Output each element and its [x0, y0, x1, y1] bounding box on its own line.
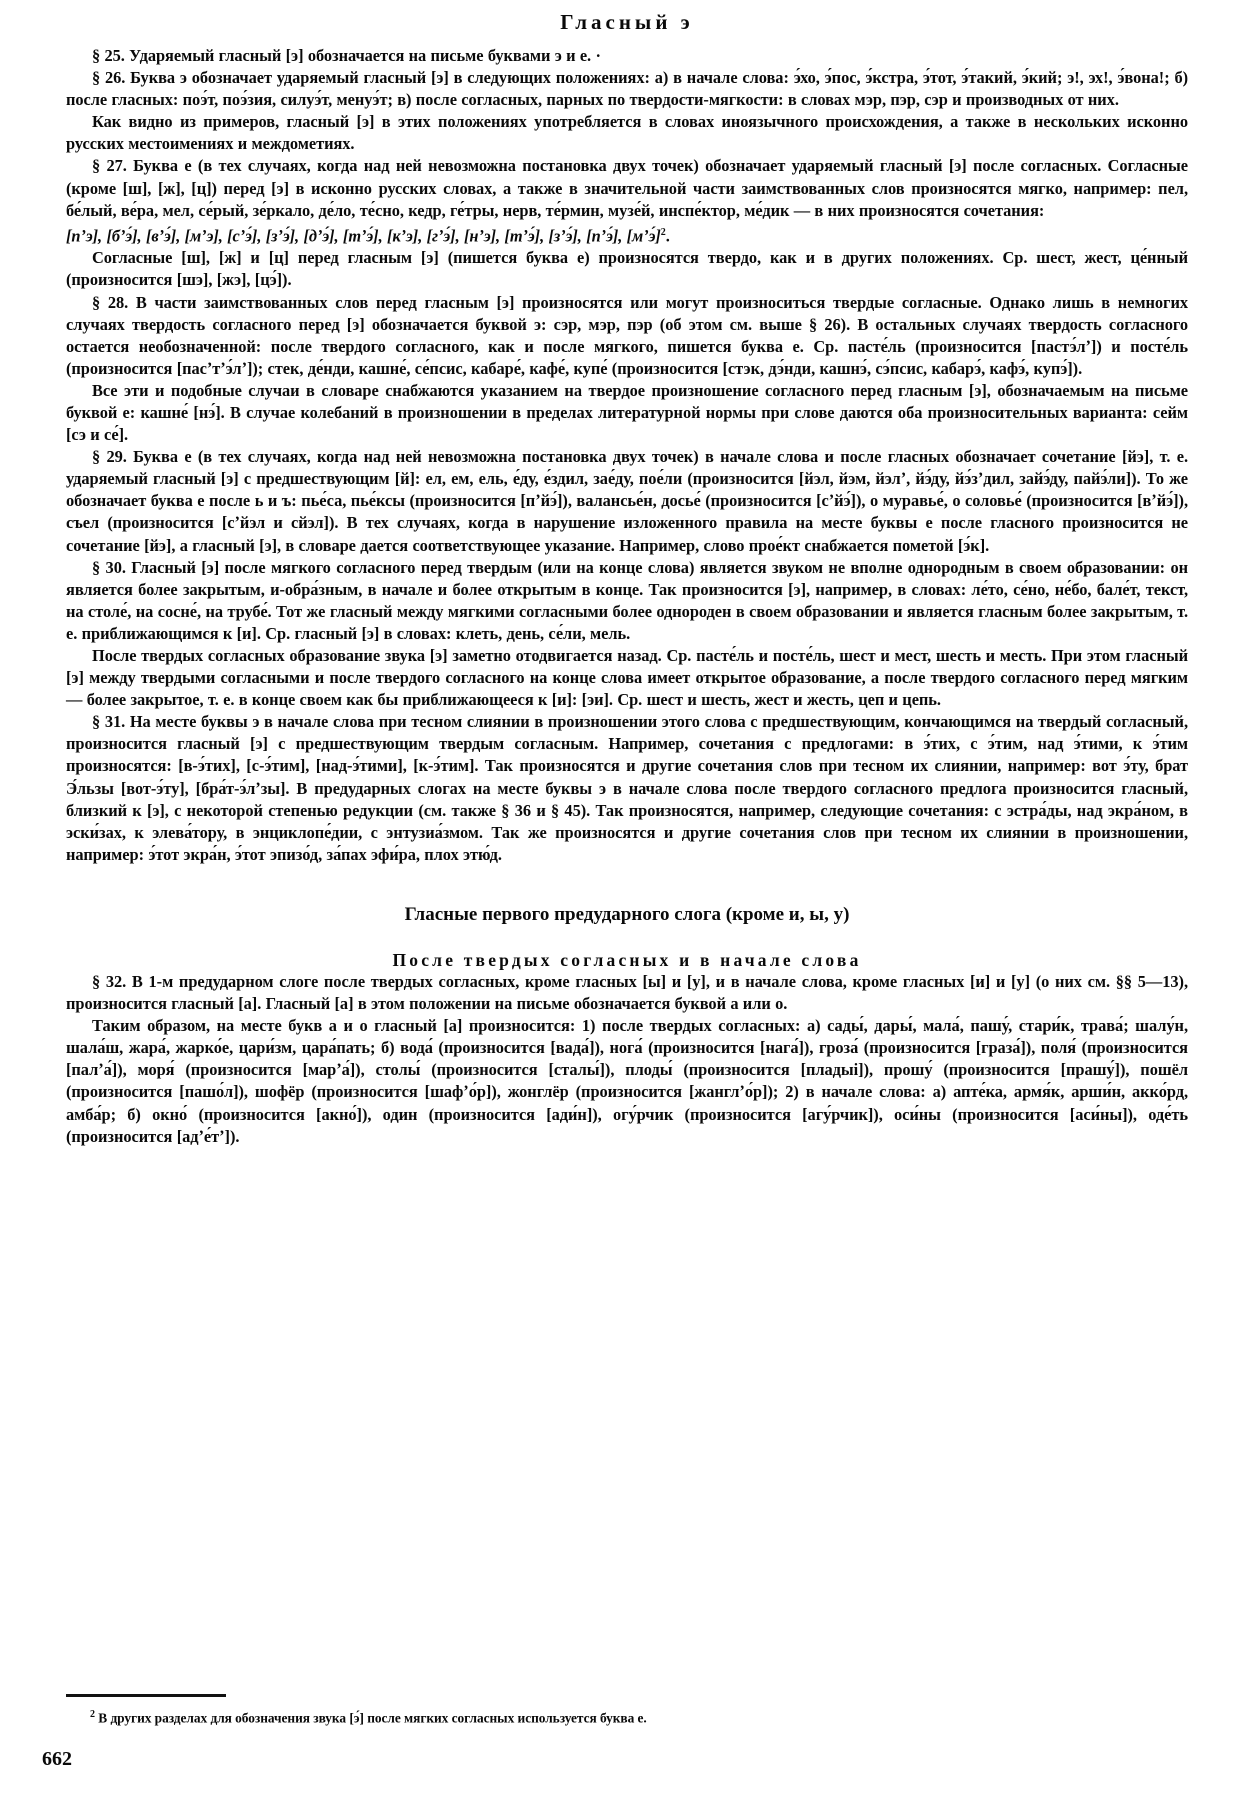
paragraph-25: § 25. Ударяемый гласный [э] обозначается на письме буквами э и е. ·: [92, 46, 601, 65]
paragraph-29: § 29. Буква е (в тех случаях, когда над ней невозможна постановка двух точек) в начале слова и после гласных обозначает сочетание [йэ], т. е. ударяемый гласный [э] с предшествующим [й]: ел, ем, ель, е́ду, е́здил, зае́ду, пое́ли (произносится [йэл, йэм, йэлʼ, йэ́ду, йэ́зʼдил, зайэ́ду, пайэ́ли]). То же обозначает буква е после ь и ъ: пье́са, пье́ксы (произносится [пʼйэ́]), валансье́н, досье́ (произносится [сʼйэ́]), о муравье́, о соловье́ (произносится [вʼйэ́]), съел (произносится [сʼйэл и сйэл]). В тех случаях, когда в нарушение изложенного правила на месте буквы е после гласного произносится не сочетание [йэ], а гласный [э], в словаре дается соответствующее указание. Например, слово прое́кт снабжается пометой [э́к].: [66, 447, 1188, 555]
subsection-heading: Гласные первого предударного слога (кроме и, ы, у): [404, 903, 850, 925]
footnote-rule: [66, 1694, 226, 1697]
footnote-marker-2: 2: [660, 226, 666, 238]
paragraph-27a: § 27. Буква е (в тех случаях, когда над ней невозможна постановка двух точек) обозначает ударяемый гласный [э] после согласных. Согласные (кроме [ш], [ж], [ц]) перед [э] в исконно русских словах, а также в значительной части заимствованных слов произносятся мягко, например: пел, бе́лый, ве́ра, мел, се́рый, зе́ркало, де́ло, те́сно, кедр, ге́тры, нерв, те́рмин, музе́й, инспе́ктор, ме́дик — в них произносятся сочетания:: [66, 156, 1188, 220]
paragraph-27b: Согласные [ш], [ж] и [ц] перед гласным [э] (пишется буква е) произносятся твердо, как и в других положениях. Ср. шест, жест, це́нный (произносится [шэ], [жэ], [цэ́]).: [66, 248, 1188, 290]
page-title: Гласный э: [560, 10, 694, 34]
transcription-list: [пʼэ], [бʼэ́], [вʼэ́], [мʼэ], [сʼэ́], [зʼэ́], [дʼэ́], [тʼэ́], [кʼэ], [гʼэ́], [нʼэ], [тʼэ́], [зʼэ́], [пʼэ́], [мʼэ́]: [66, 226, 661, 246]
page-number: 662: [42, 1748, 72, 1770]
paragraph-32b: Таким образом, на месте букв а и о гласный [а] произносится: 1) после твердых согласных: а) сады́, дары́, мала́, пашу́, стари́к, трава́; шалу́н, шала́ш, жара́, жарко́е, цари́зм, цара́пать; б) вода́ (произносится [вада́]), нога́ (произносится [нага́]), гроза́ (произносится [граза́]), поля́ (произносится [палʼа́]), моря́ (произносится [марʼа́]), столы́ (произносится [сталы́]), плоды́ (произносится [пладыі]), прошу́ (произносится [прашу́]), пошёл (произносится [пашо́л]), шофёр (произносится [шафʼо́р]), жонглёр (произносится [жанглʼо́р]); 2) в начале слова: а) апте́ка, армя́к, арши́н, акко́рд, амба́р; б) окно́ (произносится [акно́]), один (произносится [ади́н]), огу́рчик (произносится [агу́рчик]), оси́ны (произносится [аси́ны]), оде́ть (произносится [адʼе́тʼ]).: [66, 1016, 1188, 1146]
subsection-subheading: После твердых согласных и в начале слова: [392, 949, 862, 970]
page-content: [66, 10, 1188, 1148]
paragraph-26: § 26. Буква э обозначает ударяемый гласный [э] в следующих положениях: а) в начале слова: э́хо, э́пос, э́кстра, э́тот, э́такий, э́кий; э!, эх!, э́вона!; б) после гласных: поэ́т, поэ́зия, силуэ́т, менуэ́т; в) после согласных, парных по твердости-мягкости: в словах мэр, пэр, сэр и производных от них.: [66, 68, 1188, 110]
paragraph-31: § 31. На месте буквы э в начале слова при тесном слиянии в произношении этого слова с предшествующим, кончающимся на твердый согласный, произносится гласный [э] с предшествующим твердым согласным. Например, сочетания с предлогами: в э́тих, с э́тим, над э́тими, к э́тим произносятся: [в-э́тих], [с-э́тим], [над-э́тими], [к-э́тим]. Так произносятся и другие сочетания слов при тесном их слиянии, например: вот э́ту, брат Э́льзы [вот-э́ту], [бра́т-э́лʼзы]. В предударных слогах на месте буквы э в начале слова после твердого согласного предлога произносится гласный, близкий к [э], с некоторой степенью редукции (см. также § 36 и § 45). Так произносятся, например, следующие сочетания: с эстра́ды, над экра́ном, в эски́зах, к элева́тору, в энциклопе́дии, с энтузиа́змом. Так же произносятся и другие сочетания слов при тесном их слиянии в произношении, например: э́тот экра́н, э́тот эпизо́д, за́пах эфи́ра, плох этю́д.: [66, 712, 1188, 864]
paragraph-30b: После твердых согласных образование звука [э] заметно отодвигается назад. Ср. пасте́ль и посте́ль, шест и мест, шесть и месть. При этом гласный [э] между твердыми согласными и после твердого согласного на конце слова имеет открытое образование, а после твердого согласного перед мягким — более закрытое, т. е. в конце своем как бы приближающееся к [и]: [эи]. Ср. шест и шесть, жест и жесть, цеп и цепь.: [66, 646, 1188, 710]
paragraph-32: § 32. В 1-м предударном слоге после твердых согласных, кроме гласных [ы] и [у], и в начале слова, кроме гласных [и] и [у] (о них см. §§ 5—13), произносится гласный [а]. Гласный [а] в этом положении на письме обозначается буквой а или о.: [66, 971, 1188, 1014]
paragraph-26b: Как видно из примеров, гласный [э] в этих положениях употребляется в словах иноязычного происхождения, а также в нескольких исконно русских местоимениях и междометиях.: [66, 112, 1188, 154]
paragraph-28: § 28. В части заимствованных слов перед гласным [э] произносятся или могут произноситься твердые согласные. Однако лишь в немногих случаях твердость согласного перед [э] обозначается буквой э: сэр, мэр, пэр (об этом см. выше § 26). В остальных случаях твердость согласного остается необозначенной: после твердого согласного, как и после мягкого, пишется буква е. Ср. пасте́ль (произносится [пастэ́лʼ]) и посте́ль (произносится [пасʼтʼэ́лʼ]); стек, де́нди, кашне́, се́псис, кабаре́, кафе́, купе́ (произносится [стэк, дэ́нди, кашнэ́, сэ́псис, кабарэ́, кафэ́, купэ́]).: [66, 292, 1188, 378]
paragraph-30: § 30. Гласный [э] после мягкого согласного перед твердым (или на конце слова) является звуком не вполне однородным в своем образовании: он является более закрытым, и-обра́зным, в начале и более открытым в конце. Так произносится [э], например, в словах: ле́то, се́но, не́бо, бале́т, текст, на столе́, на сосне́, на трубе́. Тот же гласный между мягкими согласными более однороден в своем образовании и является гласным более закрытым, т. е. приближающимся к [и]. Ср. гласный [э] в словах: клеть, день, се́ли, мель.: [66, 557, 1188, 643]
footnote-text: [66, 1706, 1188, 1726]
footnote-area: [66, 1694, 1188, 1726]
heading-group: [66, 904, 1188, 971]
footnote-number: 2: [90, 1709, 95, 1720]
paragraph-28b: Все эти и подобные случаи в словаре снабжаются указанием на твердое произношение согласного перед гласным [э], обозначаемым на письме буквой е: кашне́ [нэ́]. В случае колебаний в произношении в пределах литературной нормы при слове даются оба произносительных варианта: сейм [сэ и се́].: [66, 380, 1188, 445]
footnote-body: В других разделах для обозначения звука [э́] после мягких согласных используется буква е.: [98, 1710, 647, 1726]
paragraph-27-transcription: [пʼэ], [бʼэ́], [вʼэ́], [мʼэ], [сʼэ́], [зʼэ́], [дʼэ́], [тʼэ́], [кʼэ], [гʼэ́], [нʼэ], [тʼэ́], [зʼэ́], [пʼэ́], [мʼэ́]$^2$.: [66, 226, 670, 246]
